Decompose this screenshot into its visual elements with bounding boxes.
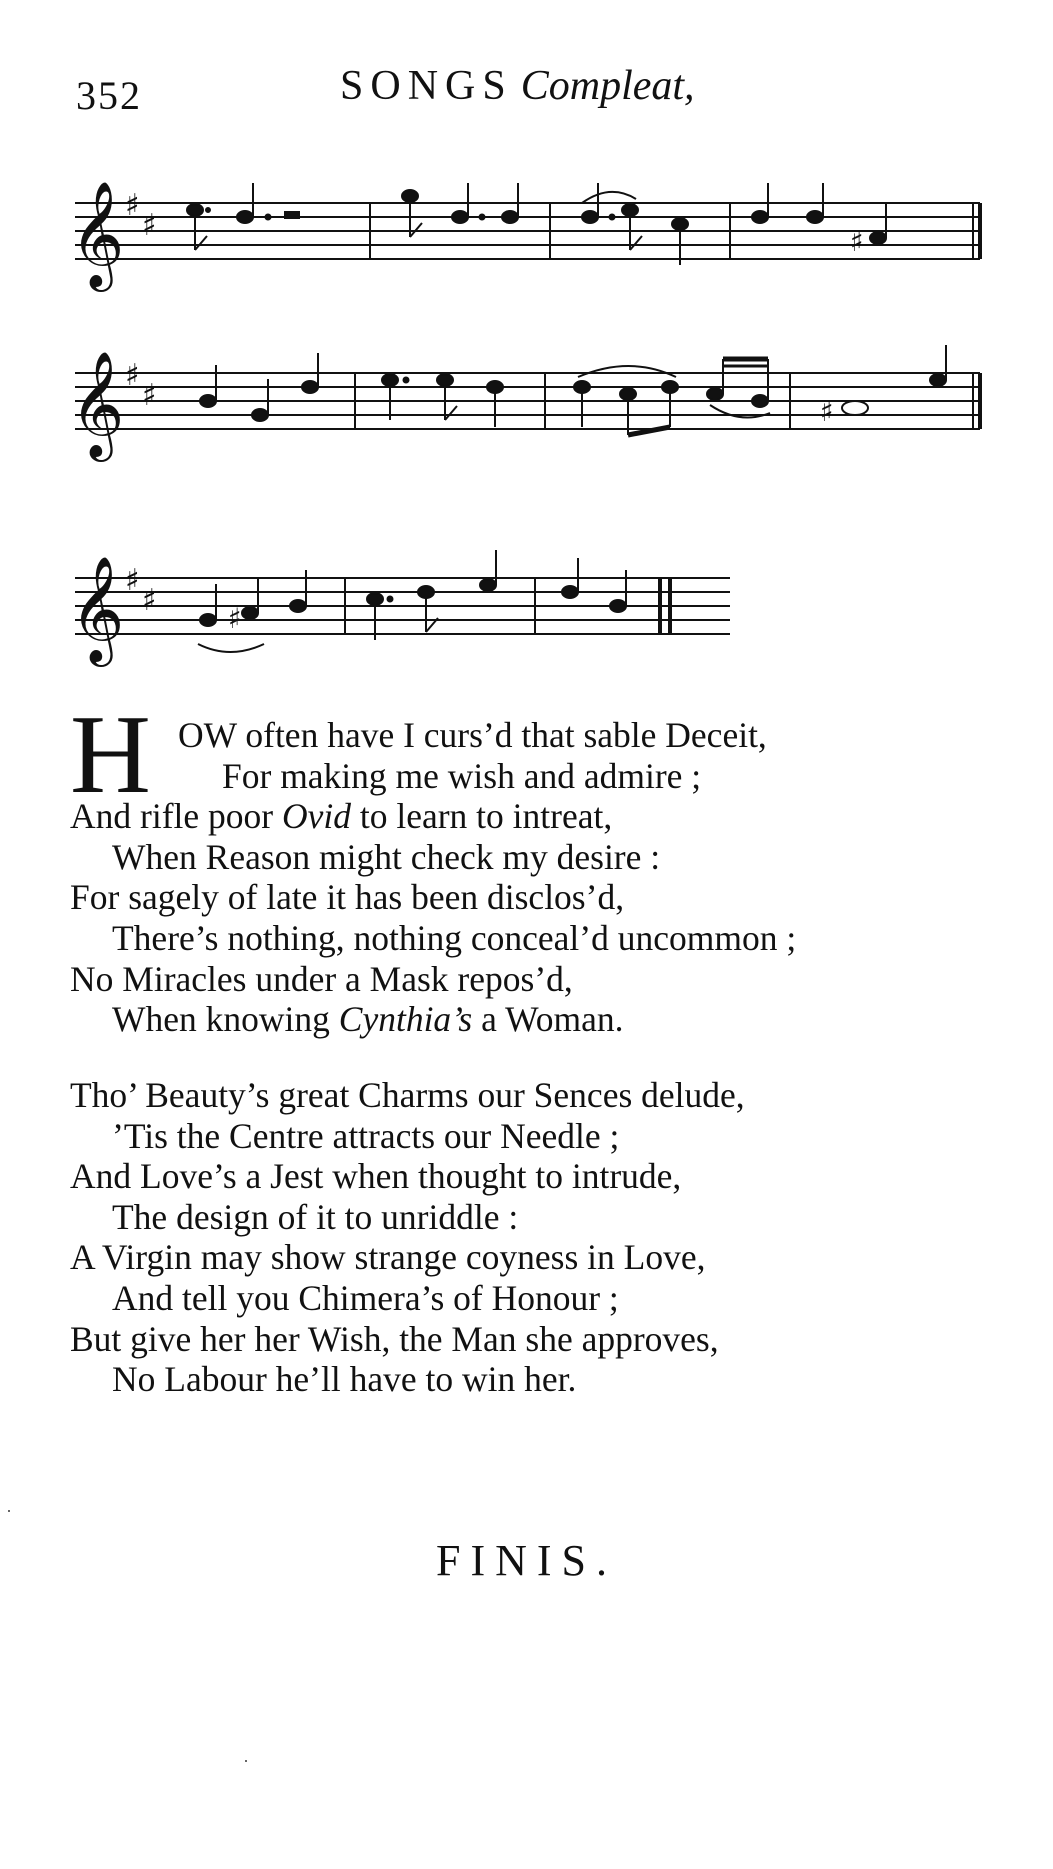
music-staff-3 bbox=[70, 540, 770, 670]
sharp-icon: ♯ bbox=[125, 563, 140, 598]
staff-2-notation bbox=[70, 335, 1010, 465]
sharp-icon: ♯ bbox=[820, 395, 834, 428]
verse-fragment: When knowing bbox=[112, 999, 330, 1040]
verse-line bbox=[70, 796, 796, 837]
stanza-2 bbox=[70, 1075, 745, 1400]
verse-line: No Miracles under a Mask repos’d, bbox=[70, 958, 573, 999]
verse-line: ’Tis the Centre attracts our Needle ; bbox=[112, 1115, 620, 1156]
sharp-icon: ♯ bbox=[850, 225, 864, 258]
verse-line: For making me wish and admire ; bbox=[222, 755, 702, 796]
sharp-icon: ♯ bbox=[125, 188, 140, 223]
sharp-icon: ♯ bbox=[125, 358, 140, 393]
staff-1-notation bbox=[70, 165, 1010, 295]
verse-fragment: a Woman. bbox=[481, 999, 624, 1040]
treble-clef-icon: 𝄞 bbox=[70, 555, 125, 662]
verse-line: A Virgin may show strange coyness in Love, bbox=[70, 1237, 706, 1278]
drop-cap: H bbox=[70, 693, 151, 817]
treble-clef-icon: 𝄞 bbox=[70, 350, 125, 457]
treble-clef-icon: 𝄞 bbox=[70, 180, 125, 287]
sharp-icon: ♯ bbox=[142, 378, 157, 413]
staff-3-notation bbox=[70, 540, 770, 670]
verse-line: When Reason might check my desire : bbox=[112, 836, 661, 877]
verse-line: And tell you Chimera’s of Honour ; bbox=[112, 1277, 619, 1318]
paper-speck bbox=[8, 1510, 10, 1512]
verse-line bbox=[70, 999, 796, 1040]
sharp-icon: ♯ bbox=[228, 602, 242, 635]
verse-line: For sagely of late it has been disclos’d, bbox=[70, 877, 625, 918]
music-staff-1 bbox=[70, 165, 1010, 295]
music-staff-2 bbox=[70, 335, 1010, 465]
verse-fragment-italic: Ovid bbox=[281, 796, 351, 837]
sharp-icon: ♯ bbox=[142, 583, 157, 618]
verse-line: But give her her Wish, the Man she approves, bbox=[70, 1318, 719, 1359]
verse-line: There’s nothing, nothing conceal’d uncommon ; bbox=[112, 917, 797, 958]
stanza-1 bbox=[70, 715, 796, 1040]
verse-fragment: to learn to intreat, bbox=[359, 796, 613, 837]
verse-line: And Love’s a Jest when thought to intrude, bbox=[70, 1156, 682, 1197]
running-header bbox=[0, 62, 1053, 122]
running-title-italic: Compleat, bbox=[520, 63, 695, 109]
verse-line: The design of it to unriddle : bbox=[112, 1196, 519, 1237]
verse-fragment-italic: Cynthia’s bbox=[338, 999, 473, 1040]
sharp-icon: ♯ bbox=[142, 208, 157, 243]
running-title bbox=[340, 62, 695, 110]
verse-line: Tho’ Beauty’s great Charms our Sences delude, bbox=[70, 1075, 745, 1115]
page-number: 352 bbox=[76, 73, 142, 118]
verse-fragment: And rifle poor bbox=[70, 796, 274, 837]
verse-line: OW often have I curs’d that sable Deceit, bbox=[178, 715, 767, 755]
running-title-smallcaps: SONGS bbox=[340, 63, 513, 109]
paper-speck bbox=[245, 1760, 247, 1762]
verse-line: No Labour he’ll have to win her. bbox=[112, 1359, 577, 1400]
finis-heading: FINIS. bbox=[435, 1536, 618, 1585]
